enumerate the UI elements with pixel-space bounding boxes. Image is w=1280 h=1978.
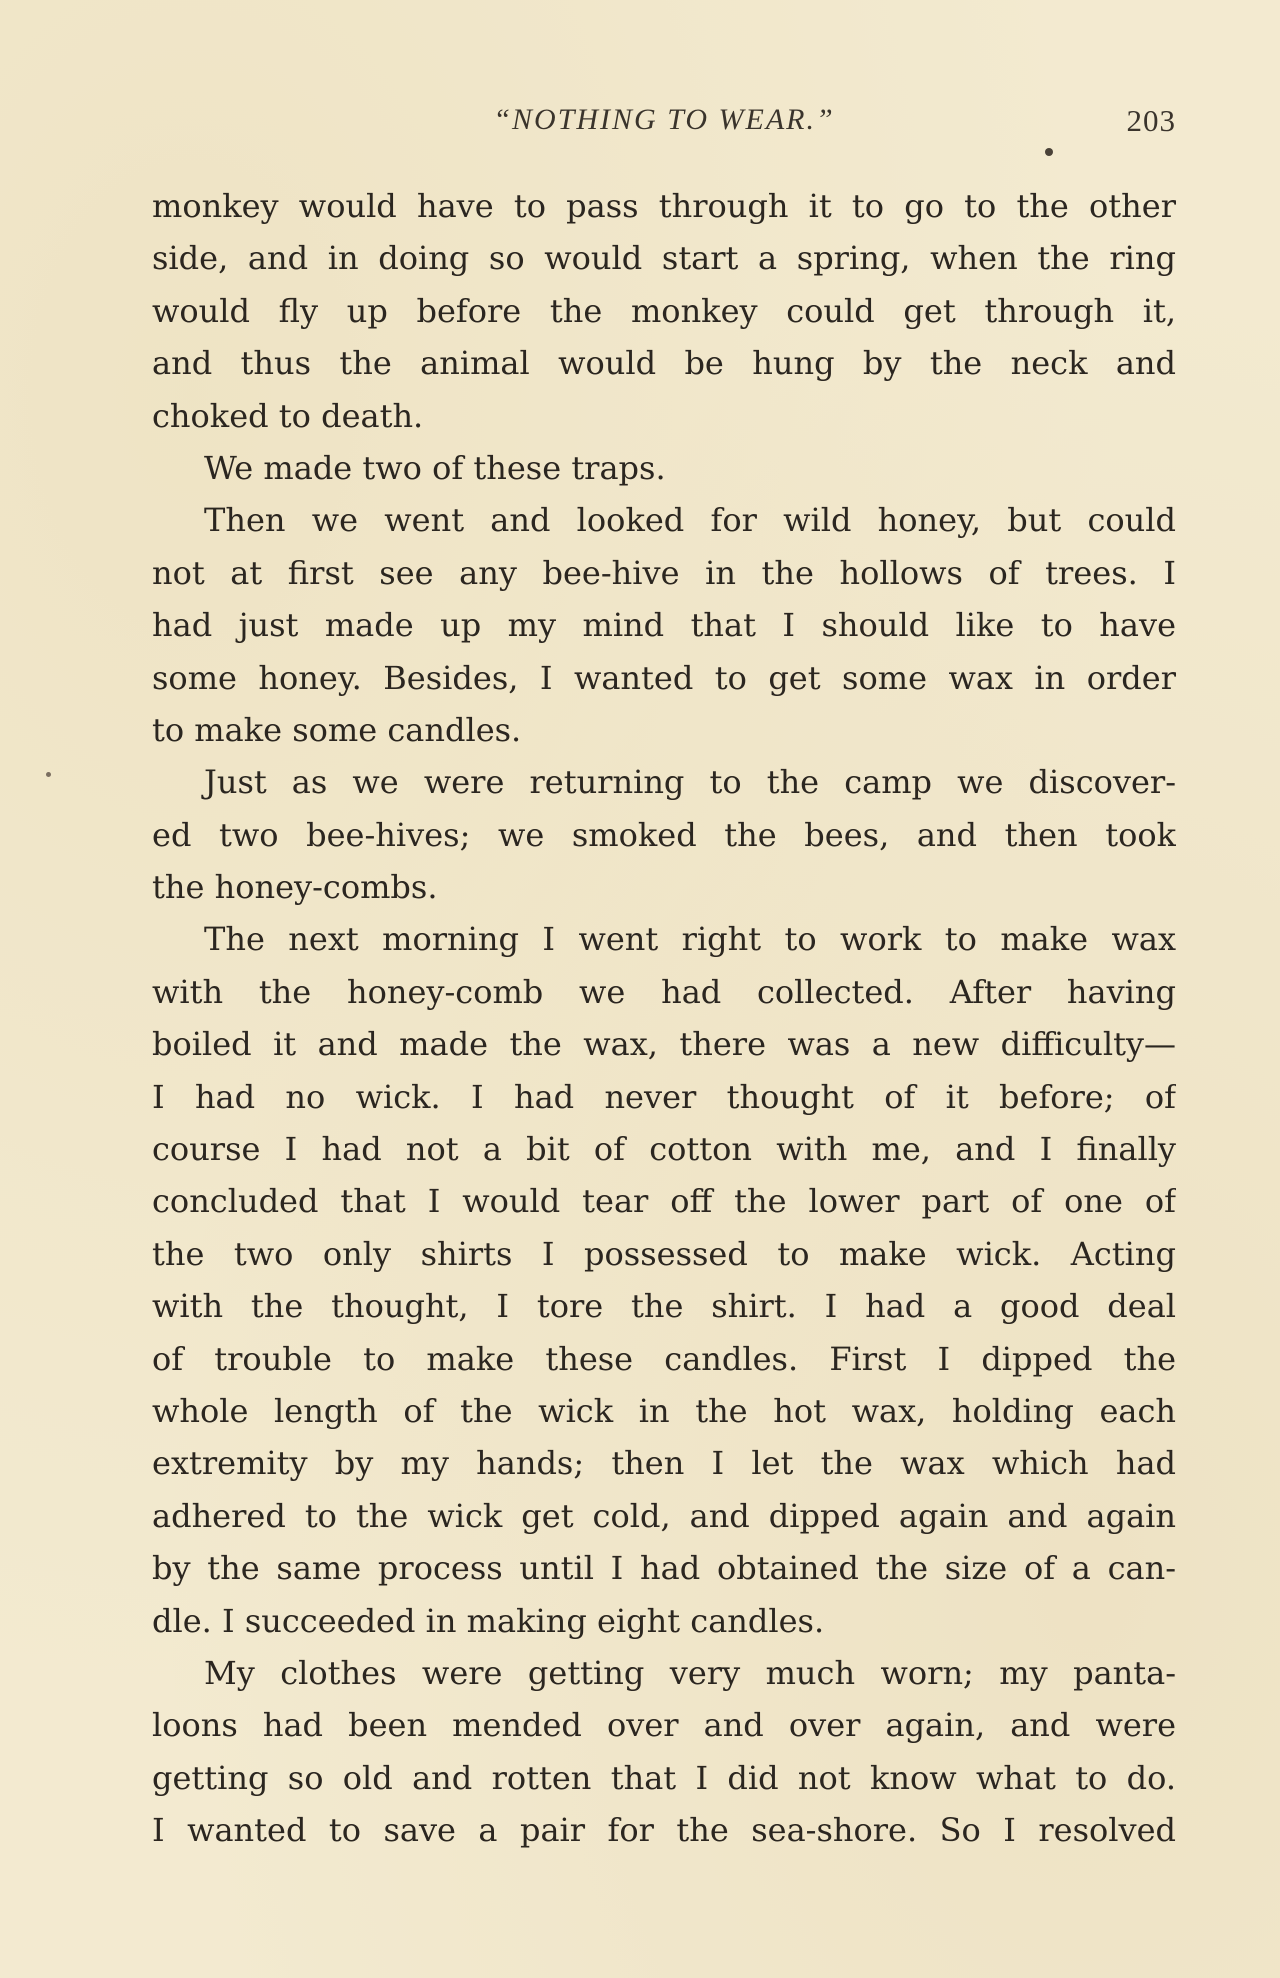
text-line: boiled it and made the wax, there was a new difficulty— [152,1025,1176,1064]
text-line: ed two bee-hives; we smoked the bees, and then took [152,815,1176,854]
text-line: extremity by my hands; then I let the wax which had [152,1444,1176,1483]
text-line: of trouble to make these candles. First I dipped the [152,1339,1176,1378]
text-line: not at first see any bee-hive in the hollows of trees. I [152,553,1176,592]
text-line: monkey would have to pass through it to go to the other [152,187,1176,225]
text-line: We made two of these traps. [204,448,666,487]
ink-dot [1045,148,1053,156]
text-line: The next morning I went right to work to make wax [204,920,1176,959]
running-head [152,103,1176,145]
body-text [152,180,1176,1857]
text-line: Then we went and looked for wild honey, but could [204,501,1176,540]
margin-speck [46,772,51,777]
text-line: loons had been mended over and over again, and were [152,1706,1176,1745]
text-line: My clothes were getting very much worn; my panta- [204,1653,1176,1692]
text-line: with the thought, I tore the shirt. I had a good deal [152,1287,1176,1326]
text-line: some honey. Besides, I wanted to get some wax in order [152,658,1176,697]
text-line: course I had not a bit of cotton with me, and I finally [152,1130,1176,1169]
page-number: 203 [1126,103,1176,138]
text-line: had just made up my mind that I should like to have [152,606,1176,645]
text-line: I had no wick. I had never thought of it before; of [152,1077,1176,1116]
text-line: with the honey-comb we had collected. After having [152,972,1176,1011]
text-line: getting so old and rotten that I did not know what to do. [152,1758,1176,1797]
text-line: Just as we were returning to the camp we discover- [204,763,1176,802]
text-line: concluded that I would tear off the lower part of one of [152,1182,1176,1221]
text-line: the two only shirts I possessed to make wick. Acting [152,1234,1176,1273]
text-line: adhered to the wick get cold, and dipped again and again [152,1496,1176,1535]
text-line: to make some candles. [152,710,522,749]
running-title: “NOTHING TO WEAR.” [493,103,835,136]
text-line: the honey-combs. [152,868,438,907]
text-line: would fly up before the monkey could get through it, [152,291,1176,330]
text-line: I wanted to save a pair for the sea-shore. So I resolved [152,1811,1176,1850]
text-line: whole length of the wick in the hot wax, holding each [152,1391,1176,1430]
text-line: by the same process until I had obtained the size of a can- [152,1549,1176,1588]
text-line: dle. I succeeded in making eight candles. [152,1601,825,1640]
text-line: side, and in doing so would start a spring, when the ring [152,239,1176,278]
text-line: choked to death. [152,396,424,435]
text-line: and thus the animal would be hung by the neck and [152,344,1176,383]
